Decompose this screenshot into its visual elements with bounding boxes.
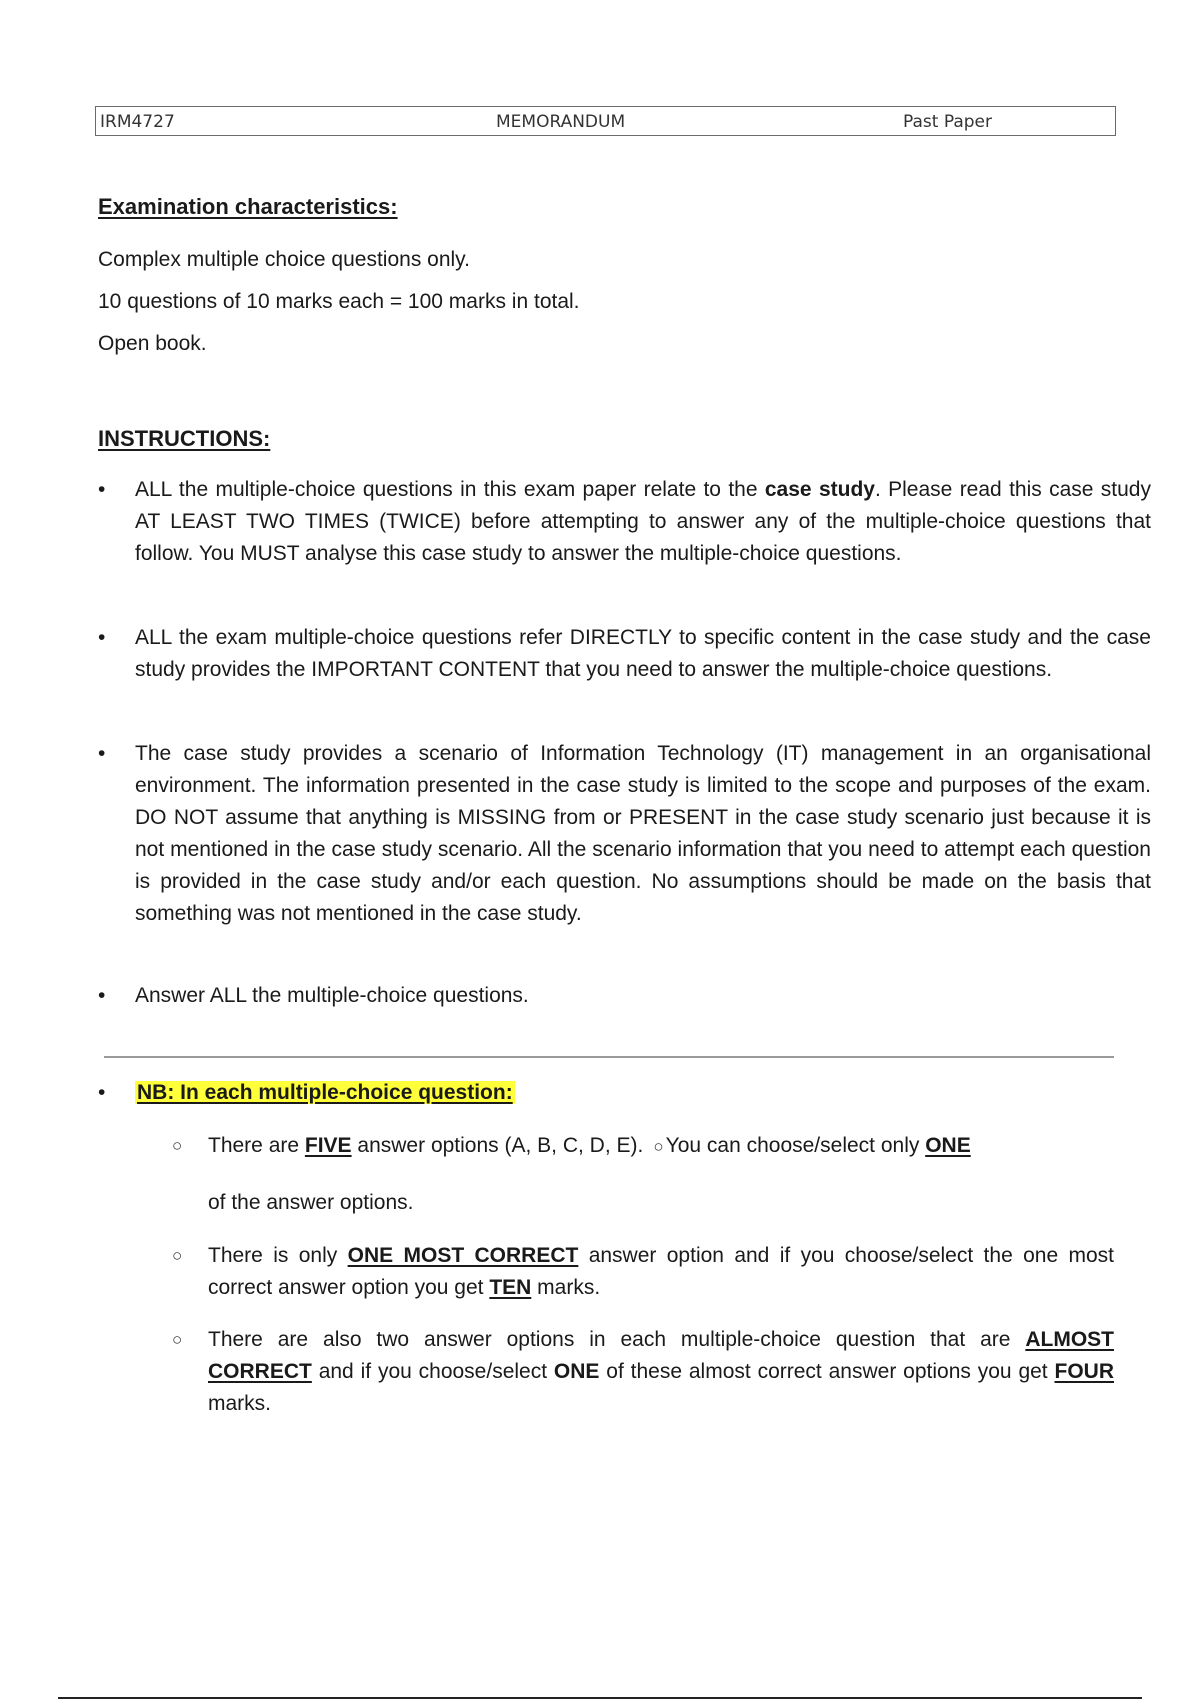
nb-text: There is only xyxy=(208,1244,348,1267)
nb-text: answer option and if you choose/select the one most correct answer option you get xyxy=(208,1244,1115,1299)
nb-text: and if you choose/select xyxy=(311,1360,554,1383)
characteristic-line: Complex multiple choice questions only. xyxy=(98,248,470,271)
bullet-icon: • xyxy=(98,626,106,649)
nb-text: There are xyxy=(208,1134,305,1157)
instruction-item xyxy=(98,474,1151,570)
paper-label: Past Paper xyxy=(903,112,992,132)
nb-keyword: FIVE xyxy=(304,1134,352,1157)
instruction-item xyxy=(98,738,1151,930)
page-bottom-rule xyxy=(58,1697,1142,1699)
characteristic-line: Open book. xyxy=(98,332,207,355)
section-divider xyxy=(104,1056,1114,1058)
nb-keyword: ONE MOST CORRECT xyxy=(347,1244,579,1267)
instruction-emphasis: case study xyxy=(764,478,875,501)
bullet-icon: • xyxy=(98,742,106,765)
nb-text: of the answer options. xyxy=(208,1191,414,1214)
circle-bullet-icon: ○ xyxy=(172,1246,183,1265)
nb-keyword: ALMOST CORRECT xyxy=(208,1328,1114,1383)
nb-item-continuation xyxy=(170,1187,1114,1219)
course-code: IRM4727 xyxy=(100,112,175,132)
page-header-box xyxy=(95,106,1116,136)
instruction-text: ALL the multiple-choice questions in this exam paper relate to the xyxy=(135,478,765,501)
instruction-text: The case study provides a scenario of Information Technology (IT) management in an organisational environment. The information presented in the case study is limited to the scope and purposes of the exam. DO NOT assume that anything is MISSING from or PRESENT in the case study scenario just because it is not mentioned in the case study scenario. All the scenario information that you need to attempt each question is provided in the case study and/or each question. No assumptions should be made on the basis that something was not mentioned in the case study. xyxy=(135,742,1151,925)
instruction-text: Answer ALL the multiple-choice questions. xyxy=(135,984,529,1007)
nb-keyword: ONE xyxy=(925,1134,971,1157)
circle-bullet-icon: ○ xyxy=(653,1137,664,1156)
circle-bullet-icon: ○ xyxy=(172,1136,183,1155)
nb-keyword: ONE xyxy=(553,1360,600,1383)
nb-text: marks. xyxy=(208,1392,271,1415)
bullet-icon: • xyxy=(98,984,106,1007)
exam-characteristics-heading: Examination characteristics: xyxy=(98,194,398,219)
bullet-icon: • xyxy=(98,478,106,501)
nb-text: answer options (A, B, C, D, E). xyxy=(351,1134,644,1157)
nb-keyword: FOUR xyxy=(1054,1360,1114,1383)
nb-item xyxy=(170,1324,1114,1420)
nb-keyword: TEN xyxy=(489,1276,532,1299)
characteristic-line: 10 questions of 10 marks each = 100 marks in total. xyxy=(98,290,580,313)
nb-heading: NB: In each multiple-choice question: xyxy=(137,1081,513,1104)
instruction-item xyxy=(98,622,1151,686)
instruction-text: ALL the exam multiple-choice questions refer DIRECTLY to specific content in the case study and the case study provides the IMPORTANT CONTENT that you need to answer the multiple-choice questions. xyxy=(135,626,1151,681)
bullet-icon: • xyxy=(98,1081,106,1104)
nb-text: You can choose/select only xyxy=(665,1134,926,1157)
nb-text: There are also two answer options in each multiple-choice question that are xyxy=(208,1328,1026,1351)
instruction-item xyxy=(98,980,1151,1012)
instruction-text: . Please read this case study AT LEAST TWO TIMES (TWICE) before attempting to answer any of the multiple-choice questions that follow. You MUST analyse this case study to answer the multiple-choice questions. xyxy=(135,478,1151,565)
nb-item xyxy=(170,1130,1114,1163)
instructions-heading: INSTRUCTIONS: xyxy=(98,426,271,451)
nb-text: of these almost correct answer options you get xyxy=(599,1360,1055,1383)
nb-text: marks. xyxy=(531,1276,601,1299)
circle-bullet-icon: ○ xyxy=(172,1330,183,1349)
nb-item xyxy=(170,1240,1114,1304)
nb-heading-line xyxy=(98,1081,515,1105)
document-type: MEMORANDUM xyxy=(496,112,626,132)
